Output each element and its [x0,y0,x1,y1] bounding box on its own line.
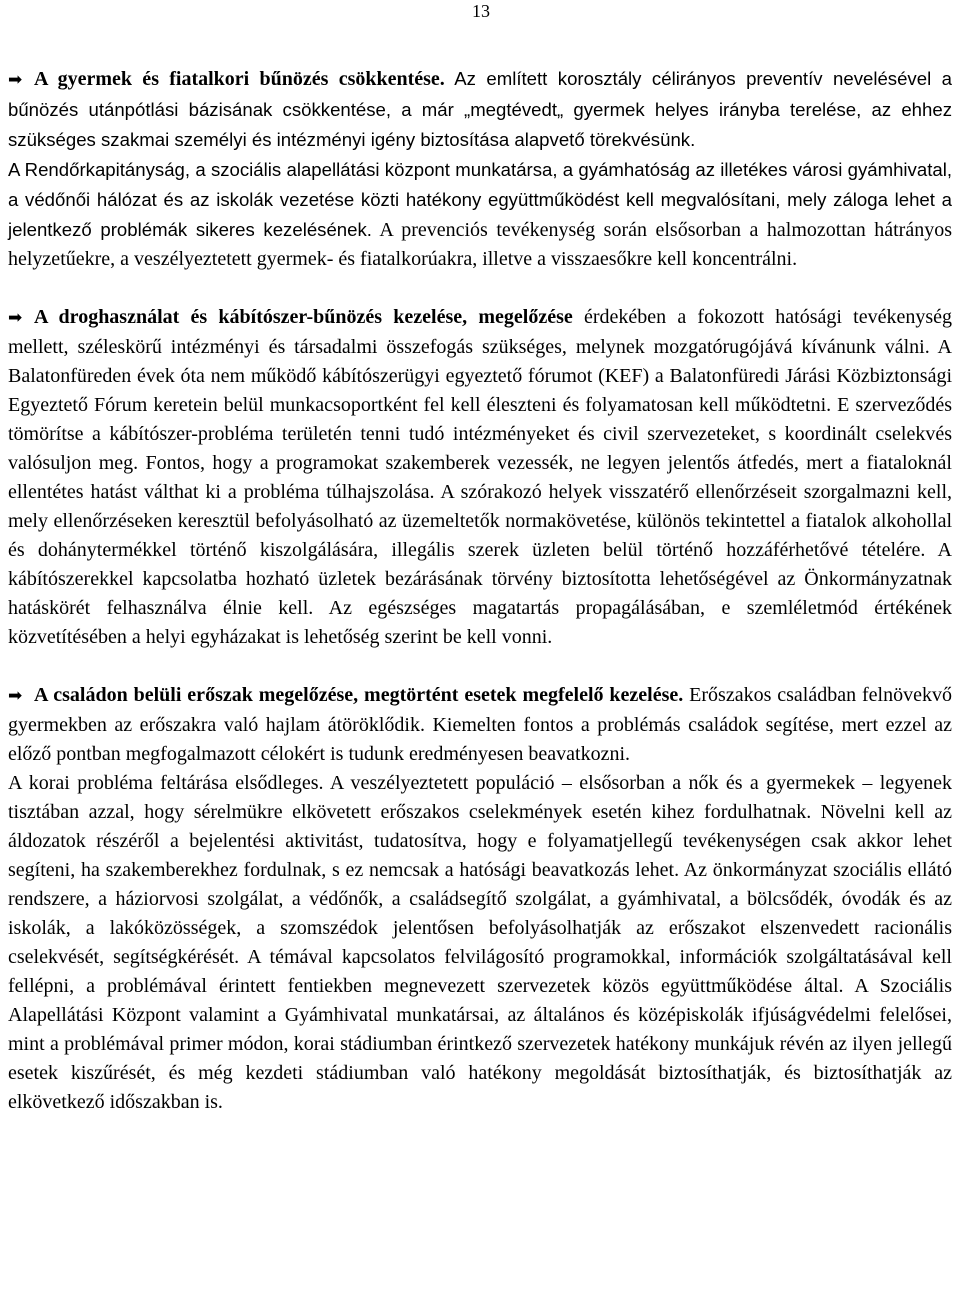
arrow-right-icon: ➡ [8,308,23,328]
section-youth-crime-intro [8,64,952,155]
body-text: A prevenciós tevékenység során elsősorban a halmozottan hátrányos helyzetűekre, a veszélyeztetett gyermek- és fiatalkorúakra, illetve a visszaesőkre kell koncentrálni. [8,219,953,270]
body-text: A Rendőrkapitányság, a szociális alapellátási központ munkatársa, a gyámhatóság az illetékes városi gyámhivatal, a védőnői hálózat és az iskolák vezetése közti hatékony együttműködést kell megvalósítani, mely záloga lehet a jelentkező problémák sikeres kezelésének. [8,159,952,240]
body-text: Az említett korosztály célirányos preventív nevelésével a bűnözés utánpótlási bázisának csökkentése, a már „megtévedt„ gyermek helyes irányba terelése, az ehhez szükséges szakmai személyi és intézményi igény biztosítása alapvető törekvésünk. [8,68,952,150]
page-number: 13 [472,1,490,21]
arrow-right-icon: ➡ [8,70,23,90]
section-youth-crime-cooperation [8,155,952,274]
section-drugs [8,303,952,652]
body-text: A korai probléma feltárása elsődleges. A veszélyeztetett populáció – elsősorban a nők és a gyermekek – legyenek tisztában azzal, hogy sérelmükre elkövetett erőszakos cselekmények esetén kihez fordulhatnak. Növelni kell az áldozatok részéről a bejelentési aktivitást, tudatosítva, hogy e folyamatjellegű tevékenységen csak akkor lehet segíteni, ha szakemberekhez fordulnak, s ez nemcsak a hatósági beavatkozás lehet. Az önkormányzat szociális ellátó rendszere, a háziorvosi szolgálat, a védőnők, a családsegítő szolgálat, a gyámhivatal, a bölcsődék, óvodák és az iskolák, a lakóközösségek, a szomszédok jelentősen befolyásolhatják az erőszakot elszenvedett racionális cselekvését, segítségkérését. A témával kapcsolatos felvilágosító programokkal, információk szolgáltatásával kell fellépni, a problémával érintett fentiekben megnevezett szervezetek közös együttműködése által. A Szociális Alapellátási Központ valamint a Gyámhivatal munkatársai, az általános és középiskolák ifjúságvédelmi felelősei, mint a problémával primer módon, korai stádiumban érintkező szervezetek hatékony munkájuk révén az ilyen jellegű esetek kiszűrését, és még kezdeti stádiumban való hatékony megoldását biztosíthatják, és biztosíthatják az elkövetkező időszakban is. [8,772,952,1113]
section-youth-crime [8,64,952,274]
document-body [8,64,952,1117]
section-domestic-violence-intro [8,681,952,769]
section-domestic-violence [8,681,952,1117]
section-domestic-violence-body [8,769,952,1117]
section-heading: A droghasználat és kábítószer-bűnözés kezelése, megelőzése [34,306,573,328]
section-heading: A családon belüli erőszak megelőzése, megtörtént esetek megfelelő kezelése. [34,684,684,706]
section-drugs-text [8,303,952,652]
arrow-right-icon: ➡ [8,686,23,706]
body-text: érdekében a fokozott hatósági tevékenység mellett, széleskörű intézményi és társadalmi összefogás szükséges, melynek mozgatórugójává kívánunk válni. A Balatonfüreden évek óta nem működő kábítószerügyi egyeztető fórumot (KEF) a Balatonfüredi Járási Közbiztonsági Egyeztető Fórum keretein belül munkacsoportként fel kell éleszteni és folyamatosan kell működtetni. E szerveződés tömörítse a kábítószer-probléma területén tenni tudó intézményeket és civil szervezeteket, s koordinált cselekvés valósuljon meg. Fontos, hogy a programokat szakemberek vezessék, ne legyen jelentős átfedés, mert a fiataloknál ellentétes hatást válthat ki a probléma túlhajszolása. A szórakozó helyek visszatérő ellenőrzéseit szorgalmazni kell, mely ellenőrzéseken keresztül befolyásolható az üzemeltetők normakövetése, különös tekintettel a fiatalok alkohollal és dohánytermékkel történő kiszolgálására, illegális szerek üzleten belül történő hozzáférhetővé tételére. A kábítószerekkel kapcsolatba hozható üzletek bezárásának törvény biztosította lehetőségével az Önkormányzatnak hatáskörét felhasználva élnie kell. Az egészséges magatartás propagálásában, e szemléletmód értékének közvetítésében a helyi egyházakat is lehetőség szerint be kell vonni. [8,306,952,648]
body-text: Erőszakos családban felnövekvő gyermekben az erőszakra való hajlam átöröklődik. Kiemelten fontos a problémás családok segítése, mert ezzel az előző pontban megfogalmazott célokért is tudunk eredményesen beavatkozni. [8,684,952,765]
section-heading: A gyermek és fiatalkori bűnözés csökkentése. [34,68,445,90]
